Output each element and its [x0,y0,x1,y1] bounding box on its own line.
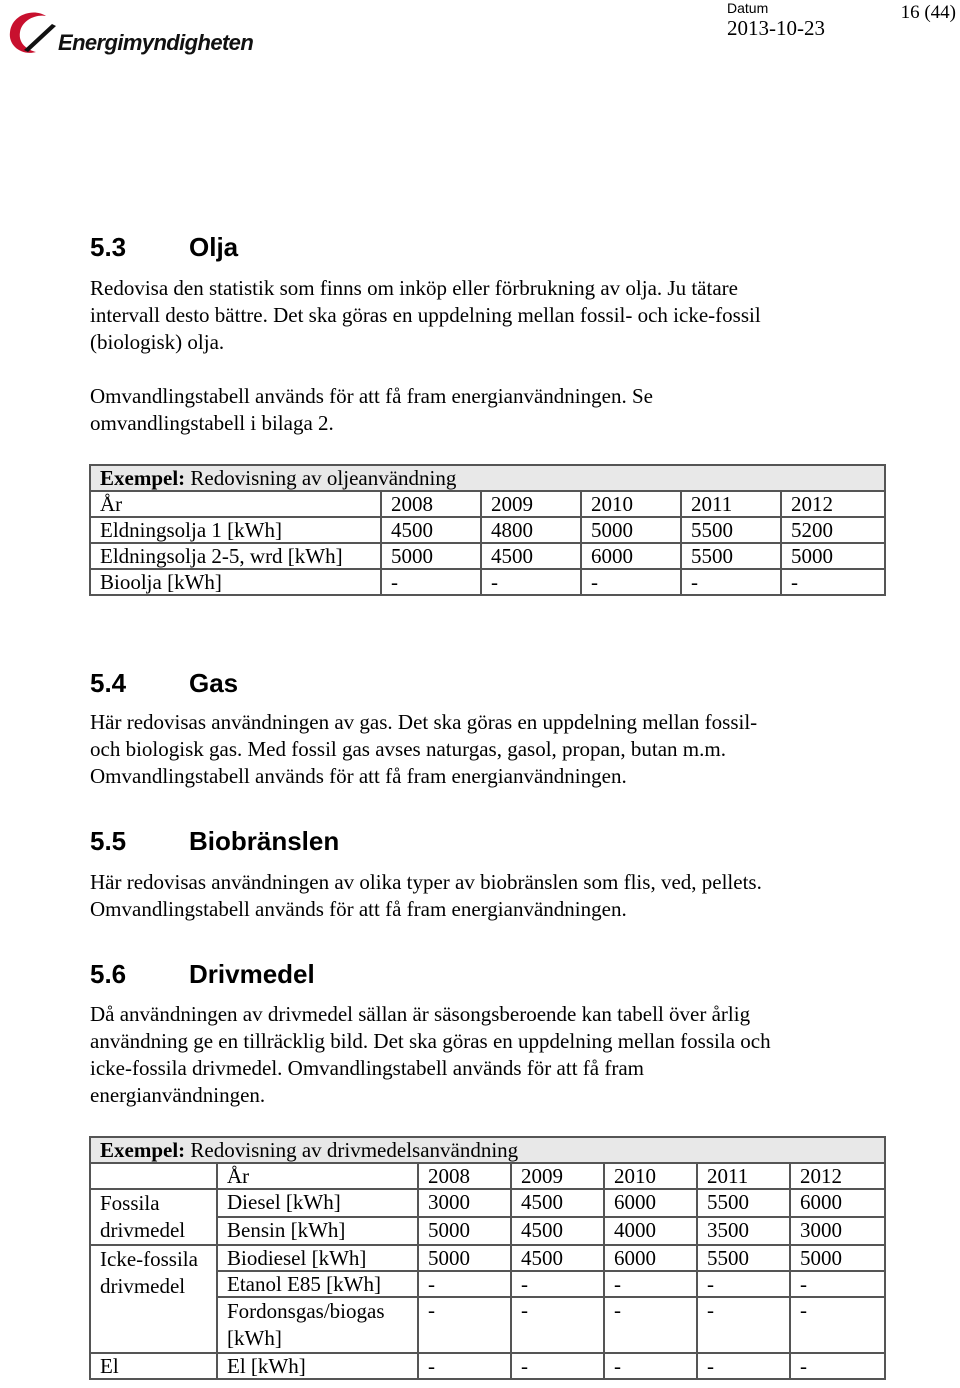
heading-number: 5.3 [90,232,127,262]
paragraph-olja-2: Omvandlingstabell används för att få fram energianvändningen. Se omvandlingstabell i bilaga 2. [90,384,653,435]
heading-drivmedel [90,959,315,989]
table-row: Icke-fossila drivmedel Biodiesel [kWh] 5000 4500 6000 5500 5000 [90,1245,885,1271]
heading-biobranslen [90,826,339,856]
paragraph-gas: Här redovisas användningen av gas. Det ska göras en uppdelning mellan fossil- och biologisk gas. Med fossil gas avses naturgas, gasol, propan, butan m.m. Omvandlingstabell används för att få fram energianvändningen. [90,710,758,788]
table-row: Bensin [kWh] 5000 4500 4000 3500 3000 [90,1217,885,1245]
heading-title: Biobränslen [189,826,340,856]
table-row: El El [kWh] - - - - - [90,1353,885,1379]
fuel-table [89,1136,886,1380]
heading-olja [90,232,238,262]
logo-swoosh-icon [6,6,58,58]
group-label: Icke-fossila drivmedel [90,1245,217,1353]
paragraph-drivmedel: Då användningen av drivmedel sällan är säsongsberoende kan tabell över årlig användning ge en tillräcklig bild. Det ska göras en uppdelning mellan fossila och icke-fossila drivmedel. Omvandlingstabell används för att få fram energianvändningen. [90,1002,771,1107]
heading-title: Drivmedel [189,959,315,989]
fuel-table-caption: Exempel: Redovisning av drivmedelsanvändning [90,1137,885,1163]
table-row: Bioolja [kWh] - - - - - [90,569,885,595]
page-number: 16 (44) [900,2,956,23]
energimyndigheten-logo [6,4,254,60]
table-row: Eldningsolja 1 [kWh] 4500 4800 5000 5500 5200 [90,517,885,543]
heading-title: Gas [189,668,239,698]
heading-number: 5.6 [90,959,127,989]
logo-text: Energimyndigheten [58,30,254,55]
table-row: År 2008 2009 2010 2011 2012 [90,1163,885,1189]
table-row: Etanol E85 [kWh] - - - - - [90,1271,885,1297]
datum-value: 2013-10-23 [727,16,825,40]
oil-table [89,464,886,596]
group-label: Fossila drivmedel [90,1189,217,1245]
group-label: El [90,1353,217,1379]
heading-number: 5.4 [90,668,127,698]
oil-table-caption: Exempel: Redovisning av oljeanvändning [90,465,885,491]
table-row: Fordonsgas/biogas [kWh] - - - - - [90,1297,885,1353]
paragraph-olja-1: Redovisa den statistik som finns om inköp eller förbrukning av olja. Ju tätare intervall desto bättre. Det ska göras en uppdelning mellan fossil- och icke-fossil (biologisk) olja. [90,276,761,354]
heading-title: Olja [189,232,239,262]
heading-number: 5.5 [90,826,127,856]
table-row: Eldningsolja 2-5, wrd [kWh] 5000 4500 6000 5500 5000 [90,543,885,569]
datum-label: Datum [727,0,769,16]
heading-gas [90,668,238,698]
paragraph-biobranslen: Här redovisas användningen av olika typer av biobränslen som flis, ved, pellets. Omvandlingstabell används för att få fram energianvändningen. [90,870,762,921]
table-row: År 2008 2009 2010 2011 2012 [90,491,885,517]
table-row: Fossila drivmedel Diesel [kWh] 3000 4500 6000 5500 6000 [90,1189,885,1217]
